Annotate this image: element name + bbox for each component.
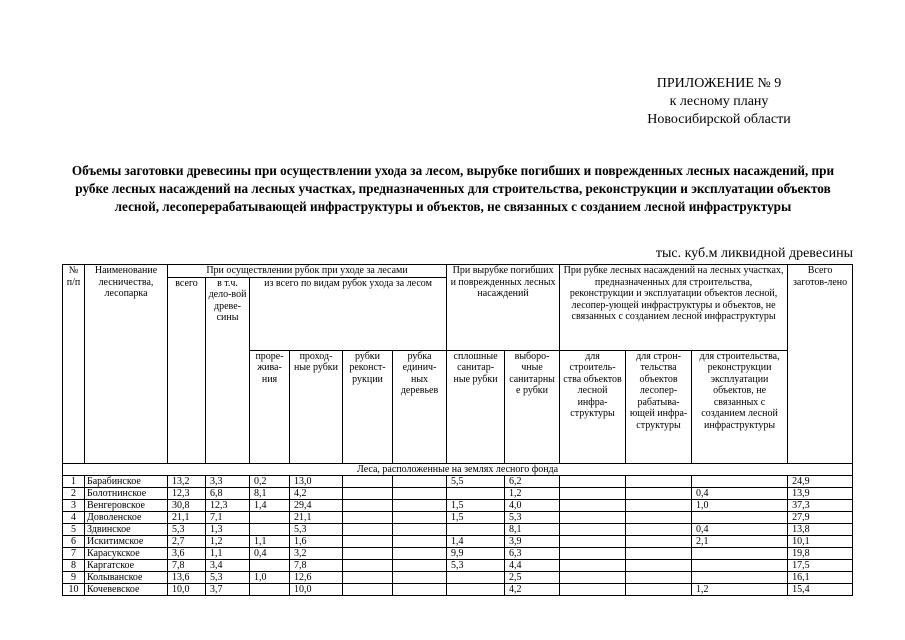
cell-clear: 1,4 (447, 536, 505, 548)
cell-thin: 1,1 (250, 536, 290, 548)
cell-thin: 1,4 (250, 500, 290, 512)
cell-single (393, 500, 447, 512)
cell-pass: 10,0 (290, 584, 343, 596)
cell-select: 5,3 (505, 512, 560, 524)
table-row (63, 500, 853, 512)
cell-recon (343, 500, 393, 512)
cell-total: 10,0 (168, 584, 206, 596)
cell-clear: 9,9 (447, 548, 505, 560)
cell-pass: 3,2 (290, 548, 343, 560)
cell-sum: 27,9 (788, 512, 853, 524)
cell-single (393, 476, 447, 488)
header-single: рубка единич-ных деревьев (393, 350, 447, 463)
cell-n: 1 (63, 476, 85, 488)
cell-pass: 4,2 (290, 488, 343, 500)
cell-name: Искитимское (85, 536, 168, 548)
cell-sum: 17,5 (788, 560, 853, 572)
header-thinning: прорe-жива-ния (250, 350, 290, 463)
cell-total: 7,8 (168, 560, 206, 572)
table-row (63, 560, 853, 572)
cell-proc (626, 560, 692, 572)
cell-select: 8,1 (505, 524, 560, 536)
appendix-line-1: ПРИЛОЖЕНИЕ № 9 (656, 76, 782, 91)
cell-incl: 1,1 (206, 548, 250, 560)
cell-select: 2,5 (505, 572, 560, 584)
cell-recon (343, 488, 393, 500)
cell-thin: 0,4 (250, 548, 290, 560)
cell-proc (626, 548, 692, 560)
cell-incl: 7,1 (206, 512, 250, 524)
header-infra-forest: для строитель-ства объектов лесной инфра-структуры (560, 350, 626, 463)
units-label: тыс. куб.м ликвидной древесины (655, 246, 853, 261)
cell-single (393, 536, 447, 548)
cell-name: Колыванское (85, 572, 168, 584)
cell-single (393, 512, 447, 524)
cell-proc (626, 524, 692, 536)
appendix-line-2: к лесному плану (669, 94, 769, 109)
header-num: № п/п (63, 265, 85, 464)
header-dead-select: выборо-чные санитарны е рубки (505, 350, 560, 463)
cell-pass: 21,1 (290, 512, 343, 524)
cell-pass: 29,4 (290, 500, 343, 512)
cell-proc (626, 488, 692, 500)
cell-proc (626, 584, 692, 596)
cell-thin: 1,0 (250, 572, 290, 584)
cell-single (393, 488, 447, 500)
cell-n: 3 (63, 500, 85, 512)
cell-select: 3,9 (505, 536, 560, 548)
header-passage: проход-ные рубки (290, 350, 343, 463)
cell-sum: 13,9 (788, 488, 853, 500)
header-care: При осуществлении рубок при уходе за лесами (168, 265, 447, 278)
header-care-total: всего (168, 277, 206, 463)
cell-name: Карасукское (85, 548, 168, 560)
header-dead-clear: сплошные санитар-ные рубки (447, 350, 505, 463)
cell-other (692, 548, 788, 560)
cell-recon (343, 536, 393, 548)
cell-single (393, 584, 447, 596)
cell-select: 4,2 (505, 584, 560, 596)
appendix-line-3: Новосибирской области (647, 112, 791, 127)
cell-total: 2,7 (168, 536, 206, 548)
cell-n: 2 (63, 488, 85, 500)
table-row (63, 572, 853, 584)
cell-recon (343, 584, 393, 596)
cell-total: 13,2 (168, 476, 206, 488)
harvest-table (62, 264, 853, 596)
cell-select: 4,4 (505, 560, 560, 572)
cell-forest (560, 512, 626, 524)
cell-recon (343, 548, 393, 560)
cell-clear: 1,5 (447, 500, 505, 512)
cell-proc (626, 476, 692, 488)
cell-thin (250, 584, 290, 596)
cell-name: Болотнинское (85, 488, 168, 500)
cell-forest (560, 500, 626, 512)
cell-incl: 3,3 (206, 476, 250, 488)
cell-n: 4 (63, 512, 85, 524)
cell-clear (447, 584, 505, 596)
cell-proc (626, 536, 692, 548)
cell-sum: 13,8 (788, 524, 853, 536)
cell-clear (447, 488, 505, 500)
cell-name: Барабинское (85, 476, 168, 488)
cell-pass: 7,8 (290, 560, 343, 572)
cell-thin (250, 524, 290, 536)
cell-thin: 8,1 (250, 488, 290, 500)
cell-n: 8 (63, 560, 85, 572)
cell-sum: 16,1 (788, 572, 853, 584)
cell-clear (447, 572, 505, 584)
cell-name: Здвинское (85, 524, 168, 536)
section-label: Леса, расположенные на землях лесного фонда (63, 463, 853, 476)
cell-recon (343, 512, 393, 524)
cell-proc (626, 500, 692, 512)
appendix-block (559, 75, 819, 129)
cell-recon (343, 572, 393, 584)
header-dead: При вырубке погибших и поврежденных лесных насаждений (447, 265, 560, 351)
cell-n: 7 (63, 548, 85, 560)
header-reconstruction: рубки реконст-рукции (343, 350, 393, 463)
cell-single (393, 548, 447, 560)
cell-other (692, 512, 788, 524)
cell-forest (560, 476, 626, 488)
header-total: Всего заготов-лено (788, 265, 853, 464)
cell-pass: 1,6 (290, 536, 343, 548)
header-name: Наименование лесничества, лесопарка (85, 265, 168, 464)
cell-select: 6,2 (505, 476, 560, 488)
cell-select: 1,2 (505, 488, 560, 500)
cell-clear: 5,3 (447, 560, 505, 572)
cell-n: 9 (63, 572, 85, 584)
cell-clear (447, 524, 505, 536)
cell-sum: 19,8 (788, 548, 853, 560)
cell-recon (343, 476, 393, 488)
table-row (63, 476, 853, 488)
cell-other (692, 476, 788, 488)
table-row (63, 524, 853, 536)
table-row (63, 512, 853, 524)
cell-other (692, 572, 788, 584)
cell-recon (343, 560, 393, 572)
cell-incl: 3,7 (206, 584, 250, 596)
table-row (63, 488, 853, 500)
cell-forest (560, 584, 626, 596)
header-infra: При рубке лесных насаждений на лесных участках, предназначенных для строительства, реконструкции и эксплуатации объектов лесной, лесопер-ующей инфраструктуры и объектов, не связанных с созданием лесной инфраструктуры (560, 265, 788, 351)
cell-pass: 12,6 (290, 572, 343, 584)
cell-forest (560, 488, 626, 500)
cell-other: 0,4 (692, 524, 788, 536)
cell-sum: 37,3 (788, 500, 853, 512)
cell-n: 10 (63, 584, 85, 596)
cell-incl: 6,8 (206, 488, 250, 500)
cell-thin (250, 512, 290, 524)
cell-single (393, 524, 447, 536)
cell-other: 1,2 (692, 584, 788, 596)
cell-proc (626, 512, 692, 524)
cell-proc (626, 572, 692, 584)
cell-forest (560, 524, 626, 536)
header-infra-processing: для строн-тельства объектов лесопер-рабатыва-ющей инфра-структуры (626, 350, 692, 463)
cell-forest (560, 548, 626, 560)
cell-total: 21,1 (168, 512, 206, 524)
cell-total: 13,6 (168, 572, 206, 584)
cell-incl: 1,3 (206, 524, 250, 536)
cell-other: 2,1 (692, 536, 788, 548)
table-body (63, 476, 853, 596)
cell-select: 6,3 (505, 548, 560, 560)
cell-recon (343, 524, 393, 536)
cell-select: 4,0 (505, 500, 560, 512)
header-care-types: из всего по видам рубок ухода за лесом (250, 277, 447, 350)
cell-incl: 12,3 (206, 500, 250, 512)
cell-other (692, 560, 788, 572)
cell-forest (560, 560, 626, 572)
cell-forest (560, 536, 626, 548)
cell-name: Кочевевское (85, 584, 168, 596)
cell-clear: 1,5 (447, 512, 505, 524)
header-care-incl: в т.ч. дело-вой древе-сины (206, 277, 250, 463)
cell-other: 0,4 (692, 488, 788, 500)
table-row (63, 548, 853, 560)
cell-sum: 24,9 (788, 476, 853, 488)
cell-total: 5,3 (168, 524, 206, 536)
cell-thin: 0,2 (250, 476, 290, 488)
cell-name: Каргатское (85, 560, 168, 572)
cell-n: 5 (63, 524, 85, 536)
cell-incl: 3,4 (206, 560, 250, 572)
cell-total: 30,8 (168, 500, 206, 512)
cell-single (393, 572, 447, 584)
cell-pass: 5,3 (290, 524, 343, 536)
cell-other: 1,0 (692, 500, 788, 512)
cell-thin (250, 560, 290, 572)
cell-incl: 5,3 (206, 572, 250, 584)
cell-forest (560, 572, 626, 584)
table-row (63, 536, 853, 548)
cell-sum: 10,1 (788, 536, 853, 548)
cell-single (393, 560, 447, 572)
cell-n: 6 (63, 536, 85, 548)
cell-sum: 15,4 (788, 584, 853, 596)
cell-total: 3,6 (168, 548, 206, 560)
cell-incl: 1,2 (206, 536, 250, 548)
cell-clear: 5,5 (447, 476, 505, 488)
cell-total: 12,3 (168, 488, 206, 500)
cell-name: Доволенское (85, 512, 168, 524)
cell-name: Венгеровское (85, 500, 168, 512)
header-infra-other: для строительства, реконструкции эксплуатации объектов, не связанных с созданием лесной инфраструктуры (692, 350, 788, 463)
document-title: Объемы заготовки древесины при осуществлении ухода за лесом, вырубке погибших и поврежденных лесных насаждений, при рубке лесных насаждений на лесных участках, предназначенных для строительства, реконструкции и эксплуатации объектов лесной, лесоперерабатывающей инфраструктуры и объектов, не связанных с созданием лесной инфраструктуры (71, 163, 835, 214)
table-row (63, 584, 853, 596)
cell-pass: 13,0 (290, 476, 343, 488)
